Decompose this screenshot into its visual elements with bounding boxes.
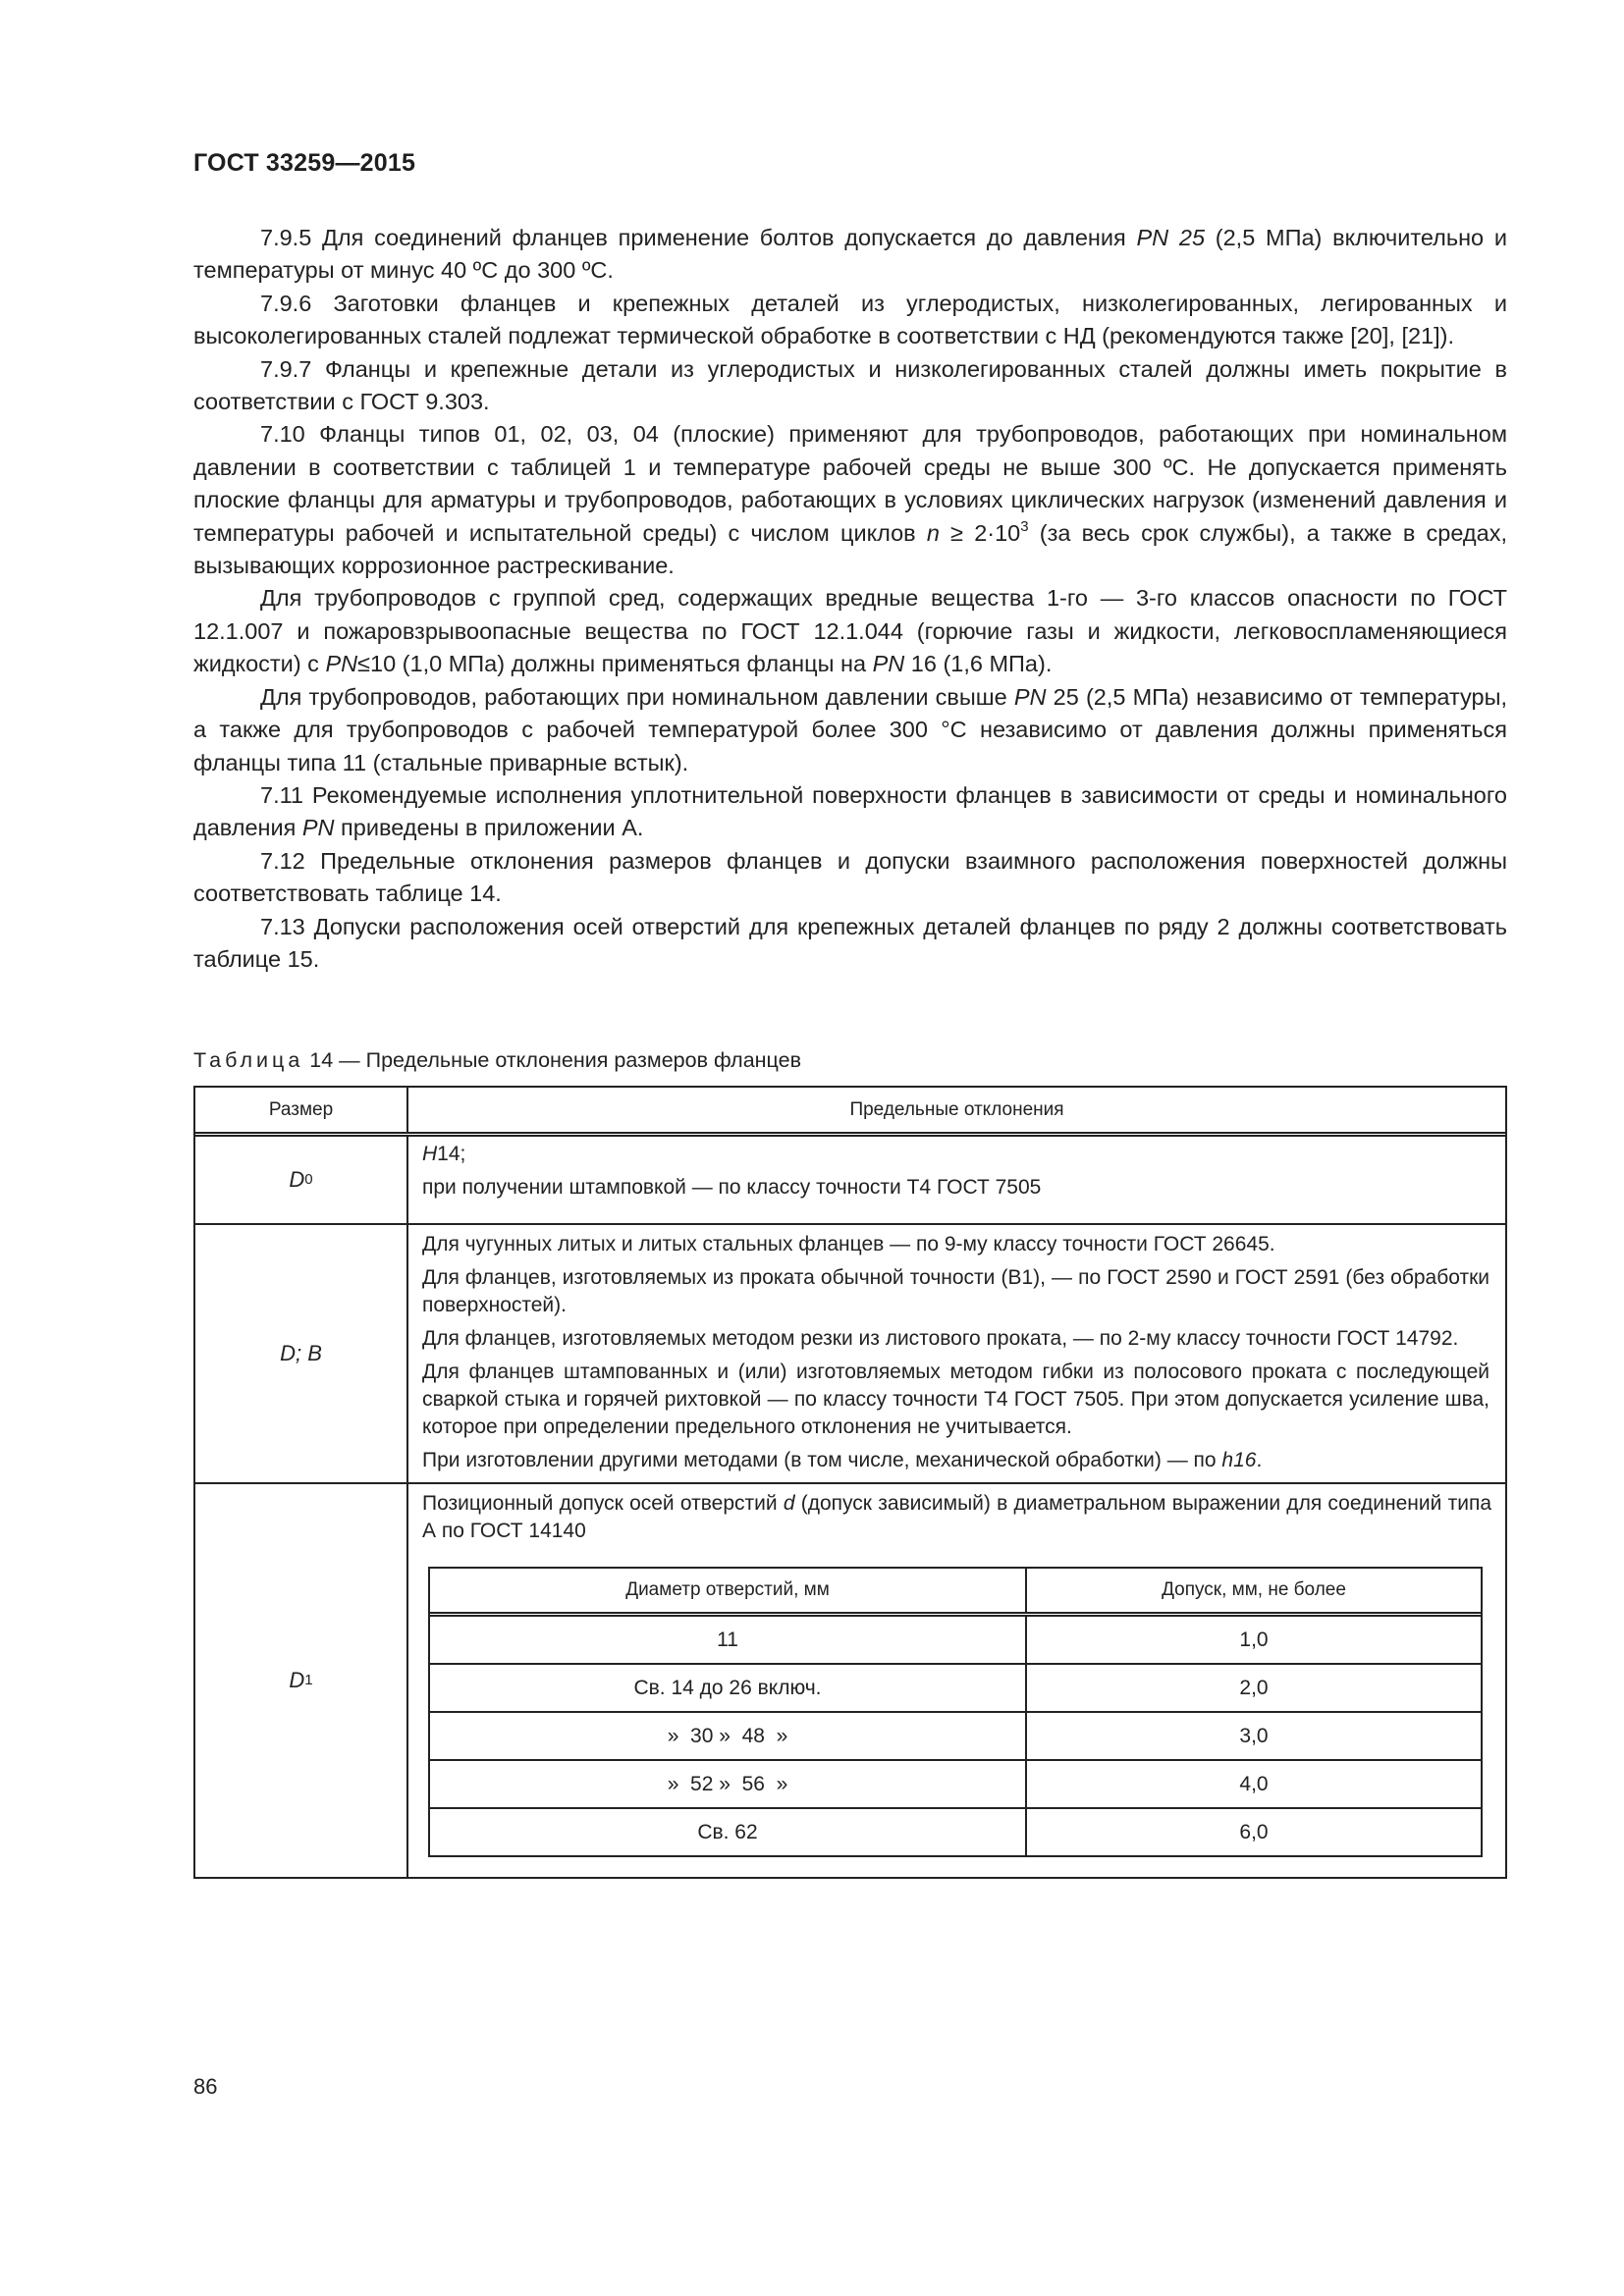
header-deviations: Предельные отклонения: [849, 1098, 1064, 1120]
nested-row: [430, 1759, 1481, 1807]
document-header: ГОСТ 33259—2015: [193, 149, 416, 177]
body-text: [193, 222, 1507, 976]
deviation-line: Для чугунных литых и литых стальных фланцев — по 9-му классу точности ГОСТ 26645.: [422, 1233, 1275, 1255]
deviation-text: [408, 1225, 1505, 1482]
size-label: D 0: [195, 1137, 408, 1223]
nested-cell-tolerance: 6,0: [1239, 1820, 1269, 1843]
paragraph-7-9-7: 7.9.7 Фланцы и крепежные детали из углеродистых и низколегированных сталей должны иметь покрытие в соответствии с ГОСТ 9.303.: [193, 355, 1507, 415]
table-row-d0: [195, 1132, 1505, 1223]
paragraph-7-13: 7.13 Допуски расположения осей отверстий для крепежных деталей фланцев по ряду 2 должны соответствовать таблице 15.: [193, 913, 1507, 972]
paragraph-7-10: 7.10 Фланцы типов 01, 02, 03, 04 (плоские) применяют для трубопроводов, работающих при номинальном давлении в соответствии с таблицей 1 и температуре рабочей среды не выше 300 ºС. Не допускается применять плоские фланцы для арматуры и трубопроводов, работающих в условиях циклических нагрузок (изменений давления и температуры рабочей и испытательной среды) с числом циклов $n \ge 2\cdot 10^3$ (за весь срок службы), а также в средах, вызывающих коррозионное растрескивание.: [193, 421, 1507, 579]
nested-header-tolerance: Допуск, мм, не более: [1162, 1579, 1346, 1600]
nested-cell-diameter: Св. 14 до 26 включ.: [430, 1665, 1027, 1711]
paragraph-7-10-pressure: Для трубопроводов, работающих при номинальном давлении свыше PN 25 (2,5 МПа) независимо от температуры, а также для трубопроводов с рабочей температурой более 300 °С независимо от давления должны применяться фланцы типа 11 (стальные приварные встык).: [193, 683, 1507, 775]
paragraph-7-9-6: 7.9.6 Заготовки фланцев и крепежных деталей из углеродистых, низколегированных, легированных и высоколегированных сталей подлежат термической обработке в соответствии с НД (рекомендуются также [20], [21]).: [193, 290, 1507, 349]
deviation-intro: Позиционный допуск осей отверстий d (допуск зависимый) в диаметральном выражении для соединений типа А по ГОСТ 14140: [422, 1492, 1491, 1542]
table-caption-label: Таблица: [193, 1048, 304, 1072]
table-14: [193, 1086, 1507, 1879]
paragraph-7-11: 7.11 Рекомендуемые исполнения уплотнительной поверхности фланцев в зависимости от среды и номинального давления PN приведены в приложении А.: [193, 781, 1507, 841]
nested-cell-tolerance: 2,0: [1239, 1676, 1269, 1699]
nested-row: [430, 1612, 1481, 1663]
table-caption-title: 14 — Предельные отклонения размеров фланцев: [303, 1048, 802, 1072]
table-row-d1: [195, 1482, 1505, 1877]
nested-tolerance-table: [428, 1567, 1483, 1857]
deviation-line: Для фланцев штампованных и (или) изготовляемых методом гибки из полосового проката с последующей сваркой стыка и горячей рихтовкой — по классу точности Т4 ГОСТ 7505. При этом допускается усиление шва, которое при определении предельного отклонения не учитывается.: [422, 1361, 1489, 1438]
deviation-line: При изготовлении другими методами (в том числе, механической обработки) — по h16.: [422, 1449, 1263, 1471]
deviation-text: [408, 1484, 1505, 1877]
nested-cell-tolerance: 4,0: [1239, 1772, 1269, 1795]
deviation-text: [408, 1137, 1505, 1223]
table-caption: [193, 1048, 801, 1073]
paragraph-7-9-5: 7.9.5 Для соединений фланцев применение болтов допускается до давления PN 25 (2,5 МПа) включительно и температуры от минус 40 ºС до 300 ºС.: [193, 225, 1507, 284]
nested-header-diameter: Диаметр отверстий, мм: [430, 1569, 1027, 1612]
nested-cell-diameter: 11: [430, 1617, 1027, 1663]
nested-cell-tolerance: 3,0: [1239, 1724, 1269, 1747]
header-size: Размер: [195, 1088, 408, 1132]
nested-header-row: [430, 1569, 1481, 1612]
deviation-line: Для фланцев, изготовляемых из проката обычной точности (В1), — по ГОСТ 2590 и ГОСТ 2591 (без обработки поверхностей).: [422, 1266, 1489, 1316]
nested-cell-tolerance: 1,0: [1239, 1628, 1269, 1651]
nested-row: [430, 1663, 1481, 1711]
deviation-line: H14;: [422, 1143, 466, 1165]
nested-cell-diameter: Св. 62: [430, 1809, 1027, 1855]
nested-row: [430, 1807, 1481, 1855]
table-row-d-b: [195, 1223, 1505, 1482]
paragraph-7-10-hazard: Для трубопроводов с группой сред, содержащих вредные вещества 1-го — 3-го классов опасности по ГОСТ 12.1.007 и пожаровзрывоопасные вещества по ГОСТ 12.1.044 (горючие газы и жидкости, легковоспламеняющиеся жидкости) с PN≤10 (1,0 МПа) должны применяться фланцы на PN 16 (1,6 МПа).: [193, 585, 1507, 677]
page-number: 86: [193, 2074, 218, 2099]
nested-cell-diameter: » 30 » 48 »: [430, 1713, 1027, 1759]
deviation-line: Для фланцев, изготовляемых методом резки из листового проката, — по 2-му классу точности ГОСТ 14792.: [422, 1327, 1459, 1350]
deviation-line: при получении штамповкой — по классу точности Т4 ГОСТ 7505: [422, 1176, 1042, 1199]
size-label: D; B: [195, 1225, 408, 1482]
nested-row: [430, 1711, 1481, 1759]
nested-cell-diameter: » 52 » 56 »: [430, 1761, 1027, 1807]
size-label: D 1: [195, 1484, 408, 1877]
paragraph-7-12: 7.12 Предельные отклонения размеров фланцев и допуски взаимного расположения поверхностей должны соответствовать таблице 14.: [193, 847, 1507, 907]
table-header-row: [195, 1088, 1505, 1132]
